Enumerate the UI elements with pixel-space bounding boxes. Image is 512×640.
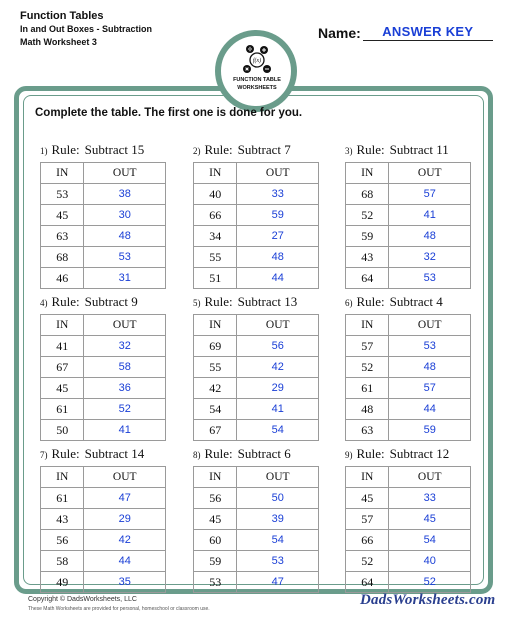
rule-label: Rule: (204, 294, 233, 309)
table-row (194, 184, 319, 205)
out-value: 41 (389, 205, 471, 226)
in-value: 68 (41, 247, 84, 268)
table-row (346, 572, 471, 593)
in-value: 54 (194, 399, 237, 420)
in-value: 66 (194, 205, 237, 226)
fx-icon: f(x) (252, 58, 262, 65)
in-header: IN (346, 163, 389, 184)
name-field (318, 24, 493, 41)
out-value: 42 (237, 357, 319, 378)
out-value: 59 (389, 420, 471, 441)
problem-number: 2) (193, 146, 201, 156)
in-value: 59 (194, 551, 237, 572)
table-row (41, 420, 166, 441)
function-table-problem (40, 294, 170, 441)
function-table (40, 162, 166, 289)
rule-label: Rule: (51, 142, 80, 157)
problem-number: 9) (345, 450, 353, 460)
table-header-row (194, 163, 319, 184)
rule-text: Subtract 15 (84, 142, 145, 157)
table-row (41, 530, 166, 551)
out-header: OUT (389, 467, 471, 488)
out-value: 27 (237, 226, 319, 247)
in-value: 48 (346, 399, 389, 420)
table-row (346, 247, 471, 268)
function-table (345, 466, 471, 593)
table-row (41, 357, 166, 378)
table-row (194, 399, 319, 420)
function-table-problem (193, 142, 323, 289)
badge-label-line2: WORKSHEETS (237, 85, 277, 91)
in-value: 57 (346, 509, 389, 530)
out-value: 33 (237, 184, 319, 205)
in-value: 52 (346, 205, 389, 226)
out-value: 44 (389, 399, 471, 420)
out-value: 31 (84, 268, 166, 289)
table-header-row (194, 467, 319, 488)
rule-text: Subtract 13 (237, 294, 298, 309)
out-value: 52 (84, 399, 166, 420)
out-value: 54 (389, 530, 471, 551)
function-table-problem (40, 142, 170, 289)
table-row (194, 357, 319, 378)
out-header: OUT (237, 163, 319, 184)
in-header: IN (194, 163, 237, 184)
in-value: 50 (41, 420, 84, 441)
rule-line (193, 294, 323, 310)
in-value: 40 (194, 184, 237, 205)
out-value: 40 (389, 551, 471, 572)
in-header: IN (41, 163, 84, 184)
out-value: 52 (389, 572, 471, 593)
table-row (346, 420, 471, 441)
out-value: 48 (389, 357, 471, 378)
rule-text: Subtract 6 (237, 446, 291, 461)
rule-label: Rule: (356, 294, 385, 309)
rule-line (345, 446, 475, 462)
out-value: 38 (84, 184, 166, 205)
table-header-row (346, 467, 471, 488)
table-row (194, 572, 319, 593)
out-header: OUT (84, 315, 166, 336)
in-value: 64 (346, 572, 389, 593)
minus-icon (263, 65, 271, 73)
rule-label: Rule: (51, 294, 80, 309)
worksheet-number: Math Worksheet 3 (20, 37, 97, 47)
out-value: 59 (237, 205, 319, 226)
function-table (345, 314, 471, 441)
out-header: OUT (389, 163, 471, 184)
out-value: 44 (84, 551, 166, 572)
problem-number: 4) (40, 298, 48, 308)
out-value: 33 (389, 488, 471, 509)
in-value: 51 (194, 268, 237, 289)
out-value: 36 (84, 378, 166, 399)
table-header-row (346, 315, 471, 336)
function-table (193, 466, 319, 593)
math-operations-icon (241, 44, 273, 76)
in-value: 45 (346, 488, 389, 509)
out-value: 56 (237, 336, 319, 357)
table-row (41, 488, 166, 509)
table-row (346, 205, 471, 226)
out-value: 32 (389, 247, 471, 268)
rule-label: Rule: (204, 446, 233, 461)
in-value: 45 (41, 205, 84, 226)
rule-line (40, 294, 170, 310)
in-value: 67 (41, 357, 84, 378)
in-value: 34 (194, 226, 237, 247)
in-value: 46 (41, 268, 84, 289)
table-row (194, 509, 319, 530)
worksheet-subtitle: In and Out Boxes - Subtraction (20, 24, 153, 34)
out-value: 48 (84, 226, 166, 247)
in-value: 69 (194, 336, 237, 357)
problem-number: 6) (345, 298, 353, 308)
table-row (346, 509, 471, 530)
table-row (346, 378, 471, 399)
rule-text: Subtract 7 (237, 142, 291, 157)
rule-text: Subtract 11 (389, 142, 449, 157)
badge-label-line1: FUNCTION TABLE (233, 77, 281, 83)
out-header: OUT (237, 315, 319, 336)
out-value: 58 (84, 357, 166, 378)
in-value: 41 (41, 336, 84, 357)
usage-note: These Math Worksheets are provided for personal, homeschool or classroom use. (28, 606, 210, 612)
table-row (194, 226, 319, 247)
table-row (41, 378, 166, 399)
rule-label: Rule: (356, 142, 385, 157)
function-table-problem (345, 294, 475, 441)
name-label: Name: (318, 25, 361, 41)
out-value: 53 (237, 551, 319, 572)
in-value: 55 (194, 247, 237, 268)
table-row (41, 509, 166, 530)
table-row (346, 488, 471, 509)
function-table-badge (215, 30, 297, 112)
table-header-row (346, 163, 471, 184)
table-row (41, 336, 166, 357)
in-value: 56 (194, 488, 237, 509)
out-value: 53 (389, 268, 471, 289)
function-table-problem (345, 142, 475, 289)
in-value: 61 (41, 399, 84, 420)
rule-text: Subtract 12 (389, 446, 450, 461)
out-value: 39 (237, 509, 319, 530)
in-value: 53 (41, 184, 84, 205)
out-value: 48 (237, 247, 319, 268)
in-value: 59 (346, 226, 389, 247)
plus-icon (260, 46, 268, 54)
rule-line (345, 142, 475, 158)
in-header: IN (194, 467, 237, 488)
copyright-text: Copyright © DadsWorksheets, LLC (28, 596, 137, 603)
out-header: OUT (84, 163, 166, 184)
table-row (194, 205, 319, 226)
table-header-row (194, 315, 319, 336)
in-value: 60 (194, 530, 237, 551)
table-row (41, 399, 166, 420)
out-header: OUT (84, 467, 166, 488)
out-value: 57 (389, 184, 471, 205)
rule-label: Rule: (356, 446, 385, 461)
out-value: 48 (389, 226, 471, 247)
badge-inner-circle (220, 35, 292, 107)
in-value: 61 (41, 488, 84, 509)
function-table (193, 162, 319, 289)
out-value: 45 (389, 509, 471, 530)
table-row (41, 551, 166, 572)
table-row (41, 226, 166, 247)
table-row (346, 357, 471, 378)
rule-text: Subtract 4 (389, 294, 443, 309)
table-header-row (41, 163, 166, 184)
in-header: IN (346, 467, 389, 488)
function-table (193, 314, 319, 441)
in-value: 43 (346, 247, 389, 268)
footer (28, 595, 210, 613)
in-value: 53 (194, 572, 237, 593)
rule-line (40, 446, 170, 462)
out-value: 30 (84, 205, 166, 226)
rule-label: Rule: (204, 142, 233, 157)
table-header-row (41, 315, 166, 336)
out-header: OUT (237, 467, 319, 488)
out-value: 57 (389, 378, 471, 399)
out-value: 41 (84, 420, 166, 441)
out-value: 47 (84, 488, 166, 509)
rule-line (345, 294, 475, 310)
table-row (41, 268, 166, 289)
out-value: 32 (84, 336, 166, 357)
out-value: 53 (84, 247, 166, 268)
table-row (346, 530, 471, 551)
in-value: 52 (346, 357, 389, 378)
function-table-problem (193, 446, 323, 593)
table-row (41, 205, 166, 226)
table-row (194, 530, 319, 551)
table-row (194, 551, 319, 572)
in-value: 45 (41, 378, 84, 399)
table-row (346, 551, 471, 572)
rule-line (193, 446, 323, 462)
out-value: 53 (389, 336, 471, 357)
in-header: IN (41, 467, 84, 488)
in-value: 55 (194, 357, 237, 378)
table-row (41, 572, 166, 593)
in-value: 56 (41, 530, 84, 551)
function-table (40, 314, 166, 441)
function-table (345, 162, 471, 289)
worksheet-title: Function Tables (20, 10, 104, 22)
table-row (346, 268, 471, 289)
table-row (194, 247, 319, 268)
brand-logo: DadsWorksheets.com (360, 592, 496, 608)
in-value: 67 (194, 420, 237, 441)
out-header: OUT (389, 315, 471, 336)
in-value: 63 (41, 226, 84, 247)
table-row (194, 378, 319, 399)
in-value: 64 (346, 268, 389, 289)
table-row (346, 336, 471, 357)
times-icon (243, 65, 251, 73)
instructions: Complete the table. The first one is done for you. (35, 107, 303, 119)
table-row (41, 184, 166, 205)
rule-text: Subtract 14 (84, 446, 145, 461)
rule-text: Subtract 9 (84, 294, 138, 309)
divide-icon (246, 45, 254, 53)
table-row (41, 247, 166, 268)
out-value: 35 (84, 572, 166, 593)
name-value: ANSWER KEY (363, 24, 493, 41)
rule-label: Rule: (51, 446, 80, 461)
in-value: 43 (41, 509, 84, 530)
in-value: 52 (346, 551, 389, 572)
problem-number: 1) (40, 146, 48, 156)
table-row (194, 336, 319, 357)
table-row (346, 399, 471, 420)
table-row (194, 488, 319, 509)
function-table-problem (193, 294, 323, 441)
in-value: 66 (346, 530, 389, 551)
function-table-problem (345, 446, 475, 593)
problem-number: 5) (193, 298, 201, 308)
function-table (40, 466, 166, 593)
table-row (346, 226, 471, 247)
in-value: 42 (194, 378, 237, 399)
out-value: 50 (237, 488, 319, 509)
in-value: 68 (346, 184, 389, 205)
table-header-row (41, 467, 166, 488)
problem-number: 8) (193, 450, 201, 460)
out-value: 29 (84, 509, 166, 530)
table-row (346, 184, 471, 205)
table-row (194, 268, 319, 289)
out-value: 29 (237, 378, 319, 399)
out-value: 42 (84, 530, 166, 551)
out-value: 54 (237, 530, 319, 551)
out-value: 54 (237, 420, 319, 441)
rule-line (40, 142, 170, 158)
out-value: 44 (237, 268, 319, 289)
table-row (194, 420, 319, 441)
problem-number: 3) (345, 146, 353, 156)
rule-line (193, 142, 323, 158)
in-value: 63 (346, 420, 389, 441)
in-value: 57 (346, 336, 389, 357)
out-value: 47 (237, 572, 319, 593)
worksheet-header (20, 9, 152, 49)
in-value: 45 (194, 509, 237, 530)
in-value: 49 (41, 572, 84, 593)
in-header: IN (194, 315, 237, 336)
function-table-problem (40, 446, 170, 593)
in-header: IN (41, 315, 84, 336)
problem-number: 7) (40, 450, 48, 460)
in-header: IN (346, 315, 389, 336)
out-value: 41 (237, 399, 319, 420)
in-value: 61 (346, 378, 389, 399)
in-value: 58 (41, 551, 84, 572)
